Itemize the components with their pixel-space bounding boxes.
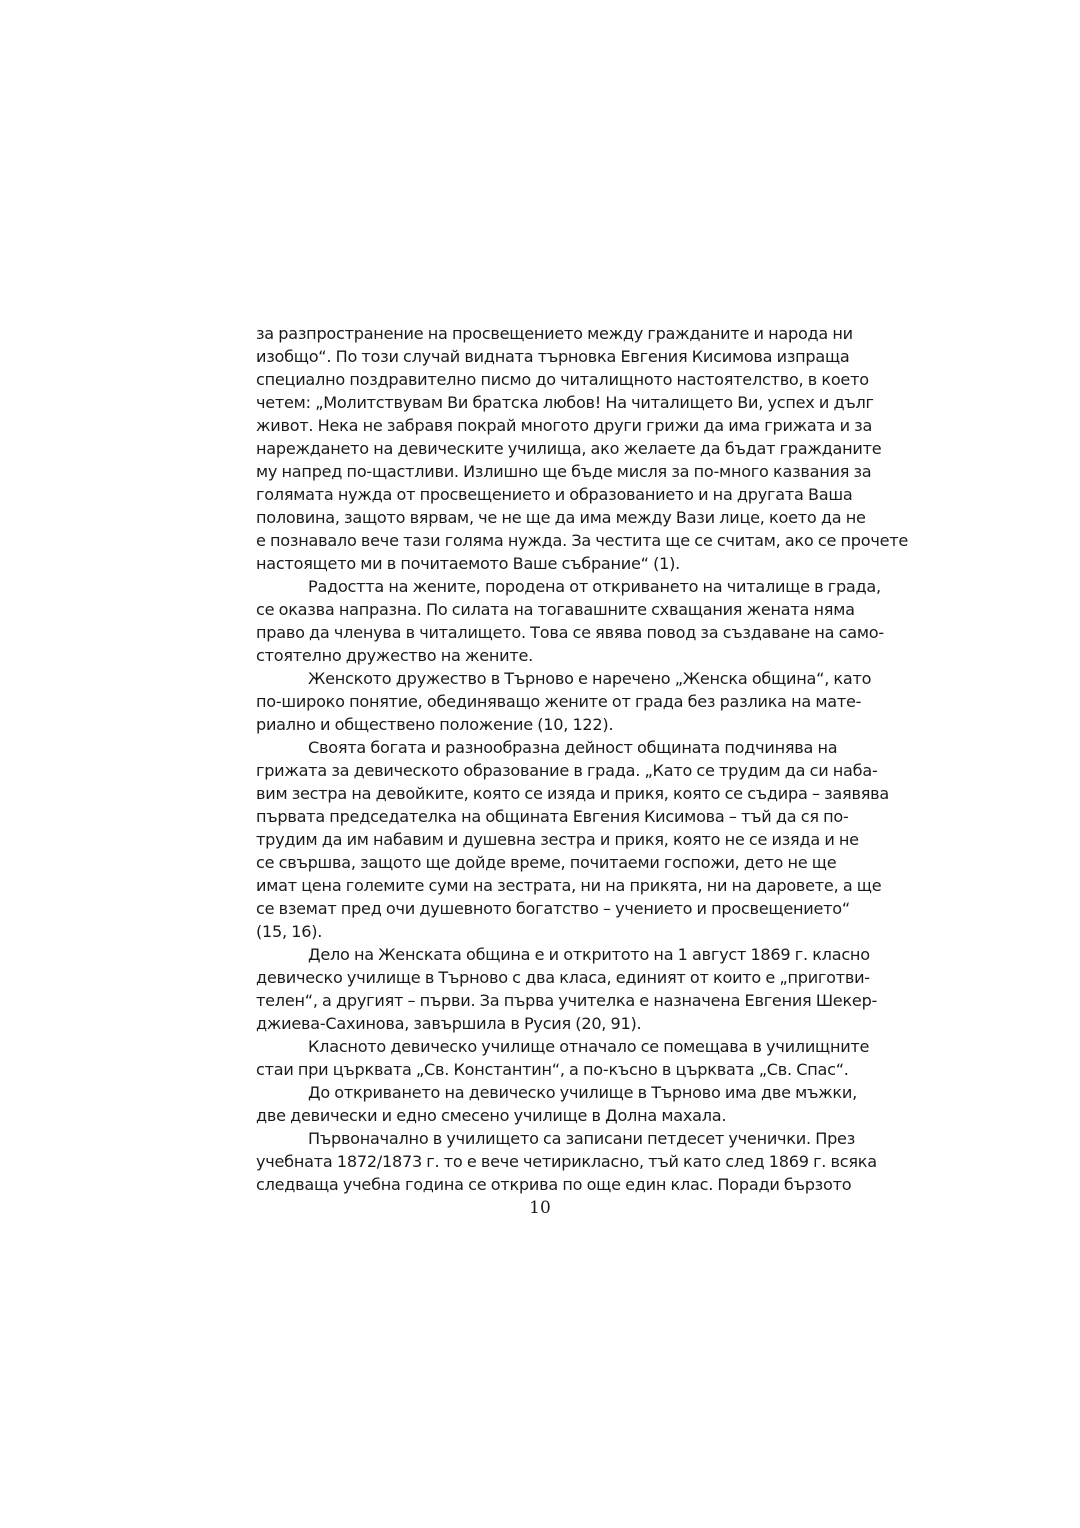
text-line: се оказва напразна. По силата на тогавашните схващания жената няма <box>256 600 855 619</box>
text-line: изобщо“. По този случай видната търновка Евгения Кисимова изпраща <box>256 347 850 366</box>
text-line: му напред по-щастливи. Излишно ще бъде мисля за по-много казвания за <box>256 462 872 481</box>
text-line: телен“, а другият – първи. За първа учителка е назначена Евгения Шекер- <box>256 991 878 1010</box>
text-line: Дело на Женската община е и откритото на 1 август 1869 г. класно <box>308 945 870 964</box>
paragraph-5 <box>256 943 878 1035</box>
paragraph-4 <box>256 736 889 943</box>
text-line: първата председателка на общината Евгения Кисимова – тъй да ся по- <box>256 807 849 826</box>
text-line: голямата нужда от просвещението и образованието и на другата Ваша <box>256 485 853 504</box>
text-line: половина, защото вярвам, че не ще да има между Вази лице, което да не <box>256 508 866 527</box>
text-line: имат цена големите суми на зестрата, ни на прикята, ни на даровете, а ще <box>256 876 882 895</box>
text-line: живот. Нека не забравя покрай многото други грижи да има грижата и за <box>256 416 873 435</box>
text-line: трудим да им набавим и душевна зестра и прикя, която не се изяда и не <box>256 830 859 849</box>
text-line: (15, 16). <box>256 922 323 941</box>
text-line: грижата за девическото образование в града. „Като се трудим да си наба- <box>256 761 878 780</box>
paragraph-8 <box>256 1127 877 1196</box>
text-line: настоящето ми в почитаемото Ваше събрание“ (1). <box>256 554 681 573</box>
text-line: учебната 1872/1873 г. то е вече четирикласно, тъй като след 1869 г. всяка <box>256 1152 877 1171</box>
text-line: Радостта на жените, породена от откриването на читалище в града, <box>308 577 881 596</box>
text-line: се вземат пред очи душевното богатство – учението и просвещението“ <box>256 899 850 918</box>
paragraph-2 <box>256 575 884 667</box>
text-line: право да членува в читалището. Това се явява повод за създаване на само- <box>256 623 884 642</box>
paragraph-6 <box>256 1035 870 1081</box>
text-line: се свършва, защото ще дойде време, почитаеми госпожи, дето не ще <box>256 853 837 872</box>
paragraph-3 <box>256 667 872 736</box>
text-line: следваща учебна година се открива по още един клас. Поради бързото <box>256 1175 852 1194</box>
text-line: две девически и едно смесено училище в Долна махала. <box>256 1106 727 1125</box>
text-line: за разпространение на просвещението между гражданите и народа ни <box>256 324 853 343</box>
text-line: по-широко понятие, обединяващо жените от града без разлика на мате- <box>256 692 862 711</box>
text-line: джиева-Сахинова, завършила в Русия (20, 91). <box>256 1014 642 1033</box>
text-line: четем: „Молитствувам Ви братска любов! На читалището Ви, успех и дълг <box>256 393 874 412</box>
text-line: Своята богата и разнообразна дейност общината подчинява на <box>308 738 838 757</box>
text-line: е познавало вече тази голяма нужда. За честита ще се считам, ако се прочете <box>256 531 908 550</box>
paragraph-1 <box>256 322 908 575</box>
page-number: 10 <box>529 1198 551 1218</box>
text-line: вим зестра на девойките, която се изяда и прикя, която се съдира – заявява <box>256 784 889 803</box>
text-line: Класното девическо училище отначало се помещава в училищните <box>308 1037 870 1056</box>
text-line: девическо училище в Търново с два класа, единият от които е „приготви- <box>256 968 870 987</box>
text-line: До откриването на девическо училище в Търново има две мъжки, <box>308 1083 857 1102</box>
body-text <box>256 322 908 1196</box>
text-line: стаи при църквата „Св. Константин“, а по-късно в църквата „Св. Спас“. <box>256 1060 849 1079</box>
text-line: специално поздравително писмо до читалищното настоятелство, в което <box>256 370 869 389</box>
text-line: стоятелно дружество на жените. <box>256 646 534 665</box>
text-line: Първоначално в училището са записани петдесет ученички. През <box>308 1129 855 1148</box>
text-line: Женското дружество в Търново е наречено „Женска община“, като <box>308 669 872 688</box>
paragraph-7 <box>256 1081 857 1127</box>
text-line: нареждането на девическите училища, ако желаете да бъдат гражданите <box>256 439 882 458</box>
text-line: риално и обществено положение (10, 122). <box>256 715 614 734</box>
